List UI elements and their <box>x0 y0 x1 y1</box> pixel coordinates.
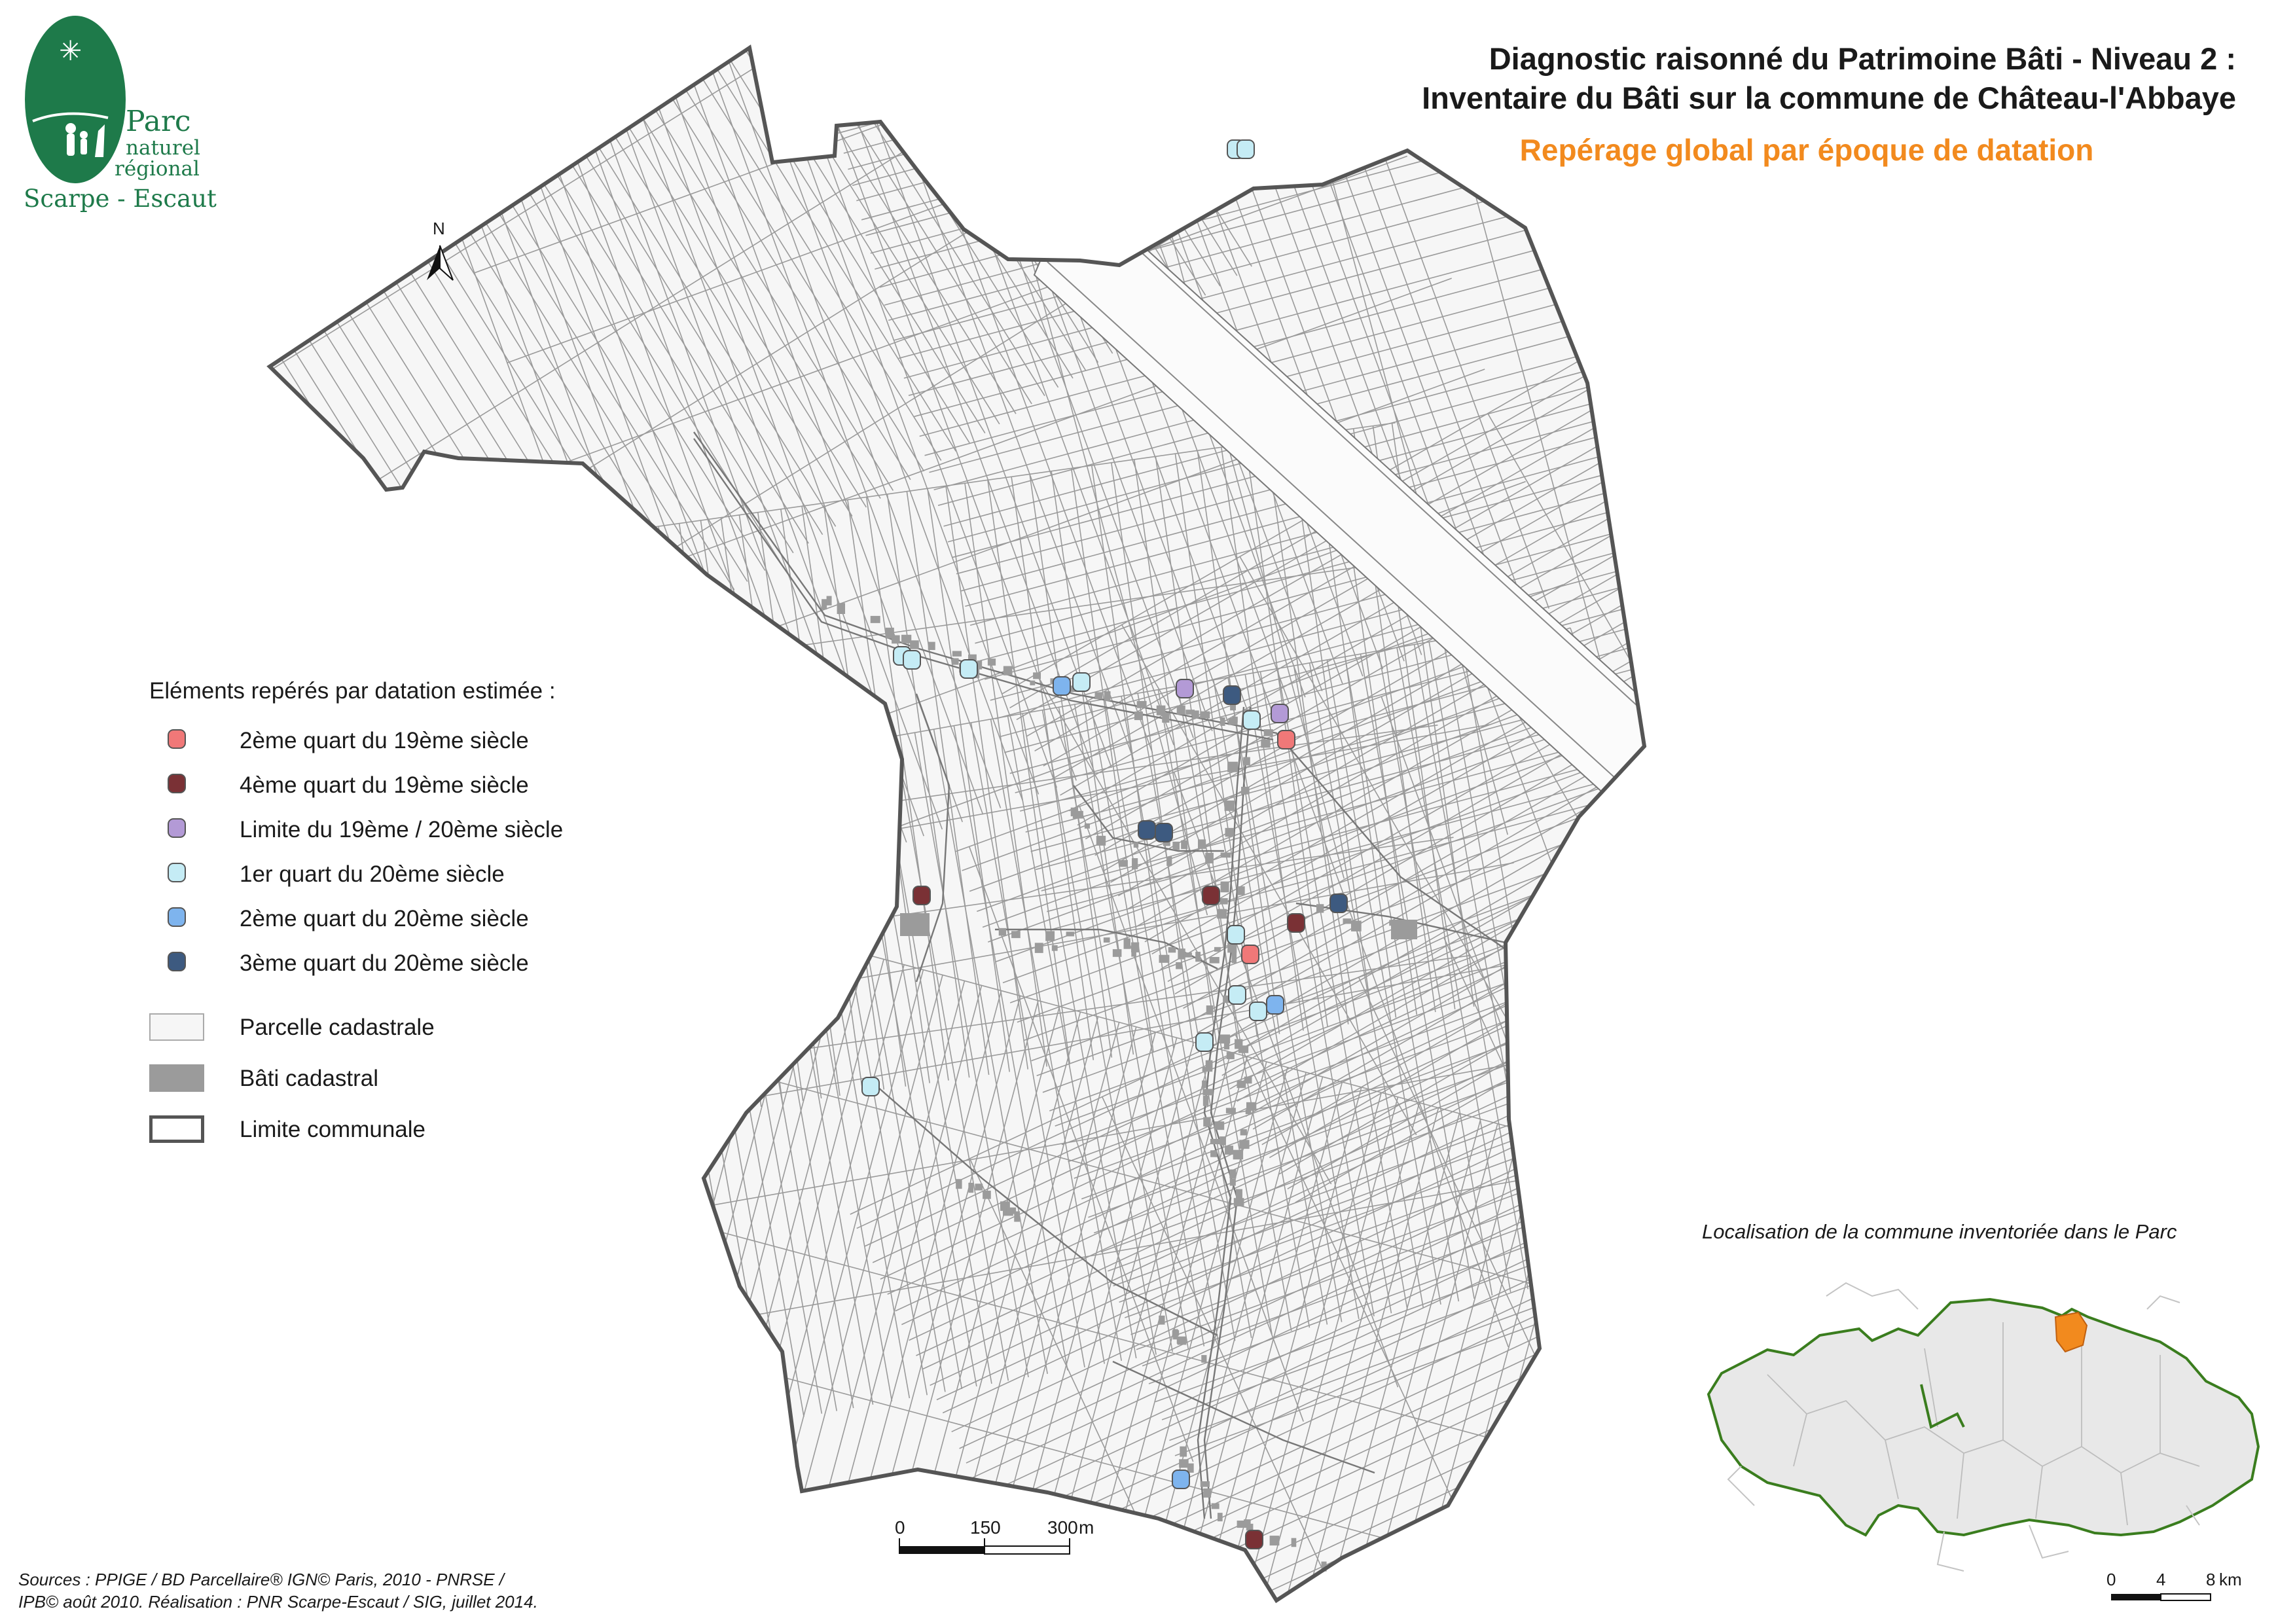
title-line-1: Diagnostic raisonné du Patrimoine Bâti - Niveau 2 : <box>1489 41 2236 76</box>
heritage-marker-q4-19 <box>1246 1530 1263 1549</box>
heritage-marker-q2-20 <box>1053 677 1070 695</box>
scale-label-300: 300 <box>1047 1517 1078 1538</box>
legend-swatch-boundary <box>149 1115 204 1143</box>
heritage-marker-q1-20 <box>903 651 920 669</box>
heritage-marker-q1-20 <box>1227 926 1244 944</box>
legend-swatch-q2_19 <box>168 729 186 749</box>
legend-title: Eléments repérés par datation estimée : <box>149 678 556 704</box>
heritage-marker-q1-20 <box>862 1077 879 1096</box>
heritage-marker-q4-19 <box>1288 914 1305 932</box>
inset-scale-unit: km <box>2219 1570 2242 1589</box>
legend-swatch-q1_20 <box>168 863 186 882</box>
legend-label-q1_20: 1er quart du 20ème siècle <box>240 861 505 887</box>
heritage-marker-q1-20 <box>1250 1002 1267 1020</box>
legend-label-q4_19: 4ème quart du 19ème siècle <box>240 772 529 798</box>
inset-commune-highlight <box>2055 1312 2087 1352</box>
legend-swatch-q2_20 <box>168 907 186 927</box>
svg-text:✳: ✳ <box>59 35 82 67</box>
park-logo <box>25 16 126 183</box>
title-line-2: Inventaire du Bâti sur la commune de Château-l'Abbaye <box>1422 81 2236 115</box>
heritage-marker-q1-20 <box>1196 1033 1213 1051</box>
legend-label-building: Bâti cadastral <box>240 1066 379 1091</box>
legend-swatch-parcel <box>149 1013 204 1041</box>
legend-swatch-q3_20 <box>168 952 186 971</box>
legend-label-q2_20: 2ème quart du 20ème siècle <box>240 906 529 931</box>
legend-label-lim_19_20: Limite du 19ème / 20ème siècle <box>240 817 564 842</box>
legend-swatch-lim_19_20 <box>168 818 186 838</box>
heritage-marker-q1-20 <box>1229 986 1246 1004</box>
legend-label-parcel: Parcelle cadastrale <box>240 1015 435 1040</box>
scale-label-0: 0 <box>895 1517 905 1538</box>
inset-scale-4: 4 <box>2156 1570 2166 1589</box>
heritage-marker-q1-20 <box>960 660 977 678</box>
heritage-marker-q2-20 <box>1172 1470 1189 1489</box>
inset-scale-8: 8 <box>2206 1570 2216 1589</box>
logo-text-scarpe-escaut: Scarpe - Escaut <box>24 185 217 213</box>
legend-swatch-q4_19 <box>168 774 186 793</box>
legend-label-q3_20: 3ème quart du 20ème siècle <box>240 950 529 976</box>
legend-swatch-building <box>149 1064 204 1092</box>
inset-title: Localisation de la commune inventoriée dans le Parc <box>1702 1220 2177 1243</box>
logo-text-regional: régional <box>115 157 200 181</box>
north-label: N <box>433 219 445 238</box>
heritage-marker-q3-20 <box>1138 821 1155 839</box>
inset-scale-0: 0 <box>2106 1570 2116 1589</box>
heritage-marker-q2-20 <box>1267 996 1284 1014</box>
heritage-marker-q2-19 <box>1242 945 1259 964</box>
heritage-marker-q3-20 <box>1330 894 1347 912</box>
sources-line-2: IPB© août 2010. Réalisation : PNR Scarpe-Escaut / SIG, juillet 2014. <box>18 1592 538 1612</box>
scale-unit: m <box>1079 1517 1094 1538</box>
scale-bar <box>899 1538 1070 1554</box>
legend-label-q2_19: 2ème quart du 19ème siècle <box>240 728 529 753</box>
inset-map <box>1708 1283 2258 1600</box>
subtitle: Repérage global par époque de datation <box>1519 133 2094 167</box>
heritage-marker-q3-20 <box>1155 823 1172 842</box>
logo-text-parc: Parc <box>126 105 191 138</box>
heritage-marker-lim-19-20 <box>1271 704 1288 723</box>
heritage-marker-q2-19 <box>1278 731 1295 749</box>
heritage-marker-q4-19 <box>913 886 930 905</box>
heritage-marker-lim-19-20 <box>1176 679 1193 698</box>
heritage-marker-q1-20 <box>1237 140 1254 158</box>
heritage-marker-q1-20 <box>1243 711 1260 729</box>
legend-label-boundary: Limite communale <box>240 1117 425 1142</box>
heritage-marker-q3-20 <box>1223 686 1240 704</box>
heritage-marker-q4-19 <box>1202 886 1220 905</box>
scale-label-150: 150 <box>970 1517 1001 1538</box>
inset-park-area <box>1708 1299 2258 1535</box>
sources-line-1: Sources : PPIGE / BD Parcellaire® IGN© Paris, 2010 - PNRSE / <box>18 1570 505 1589</box>
logo-text-naturel: naturel <box>126 136 200 160</box>
heritage-marker-q1-20 <box>1073 673 1090 691</box>
